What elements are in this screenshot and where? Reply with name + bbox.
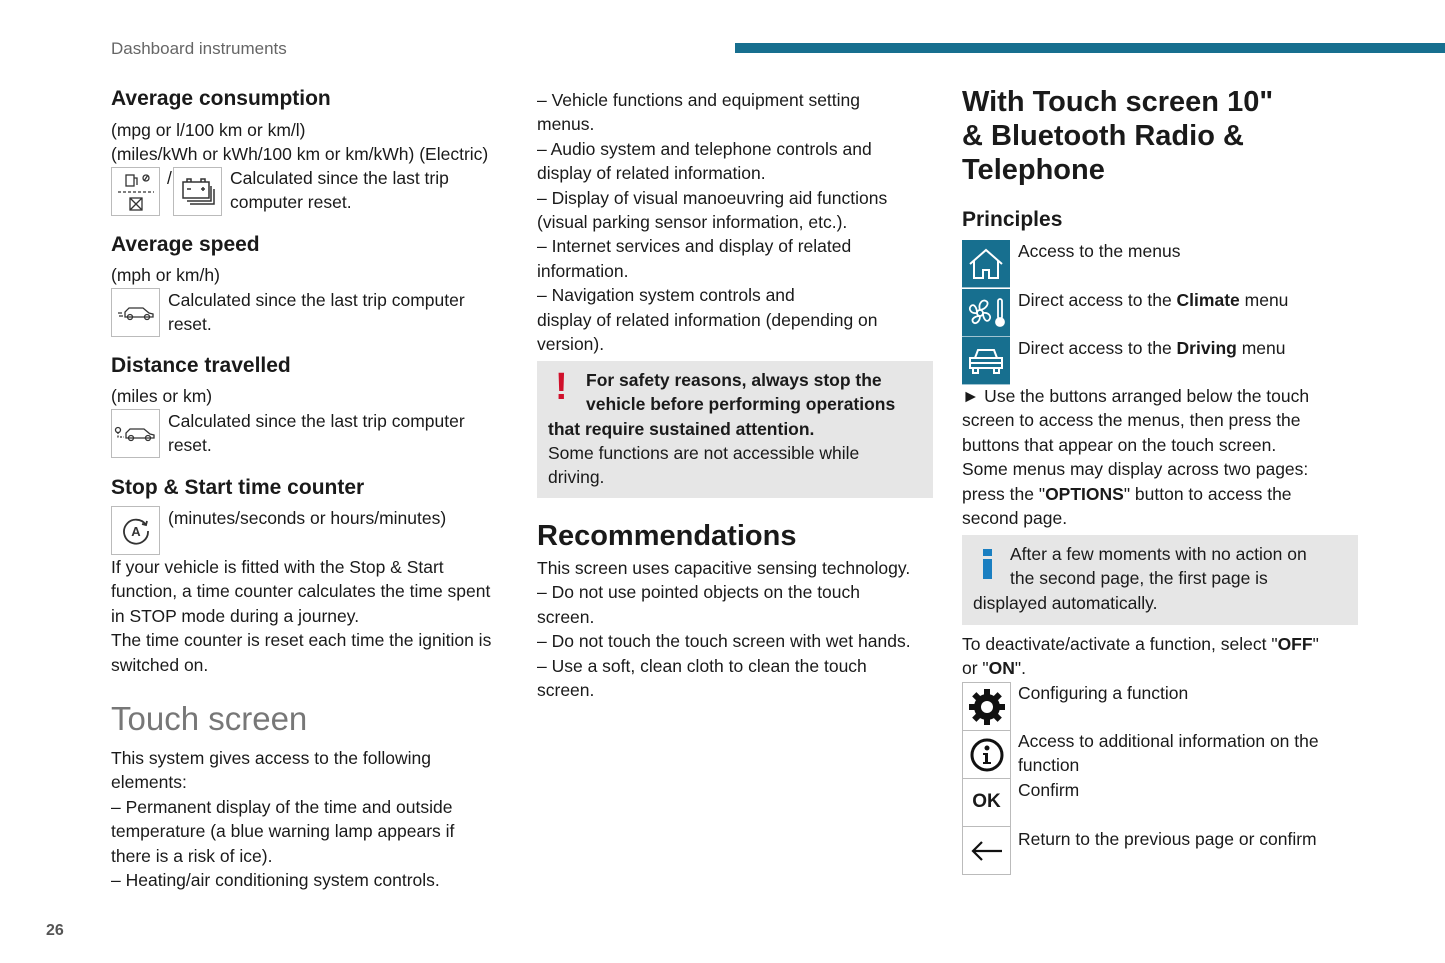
warning-exclamation-icon: ! [555,366,568,408]
text-line: screen to access the menus, then press the [962,410,1301,431]
options-label: OPTIONS [1045,483,1124,504]
text-line: ► Use the buttons arranged below the touch [962,386,1310,406]
text-line: (visual parking sensor information, etc.). [537,212,848,233]
recommendations-paragraph [537,556,911,702]
svg-text:A: A [130,523,141,539]
text-line: screen. [537,606,595,627]
text-line: – Display of visual manoeuvring aid functions [537,187,888,208]
stopstart-units: (minutes/seconds or hours/minutes) [168,508,447,528]
text: " button to access the [1123,483,1292,504]
text: Direct access to the [1018,338,1177,358]
avg-speed-units: (mph or km/h) [111,265,220,285]
text-line: buttons that appear on the touch screen. [962,434,1277,455]
text-line: elements: [111,772,187,793]
text-line: – Audio system and telephone controls and [537,138,872,159]
avg-speed-car-icon [111,288,160,337]
text-line: temperature (a blue warning lamp appears if [111,821,455,842]
distance-units: (miles or km) [111,386,213,406]
text: press the " [962,483,1046,504]
text-line: display of related information (depending on [537,309,878,330]
back-arrow-icon [962,826,1011,875]
function-text-back: Return to the previous page or confirm [1018,829,1317,849]
title-line: With Touch screen 10" [962,86,1274,118]
text-line: vehicle before performing operations [586,394,896,415]
text: " [1312,634,1319,654]
text-line: This system gives access to the following [111,748,431,768]
title-line: & Bluetooth Radio & [962,120,1244,152]
text: or " [962,658,989,679]
text-line: version). [537,334,605,355]
text-line: menus. [537,114,595,135]
text: ". [1014,658,1026,679]
fuel-consumption-icon [111,167,160,216]
text-line: – Navigation system controls and [537,285,795,306]
text-line: After a few moments with no action on [1010,544,1307,564]
title-line: Telephone [962,154,1105,186]
text-line: second page. [962,508,1068,529]
page-number: 26 [46,922,64,939]
text-line: display of related information. [537,163,766,184]
info-text: displayed automatically. [973,593,1158,613]
ok-icon: OK [962,778,1011,827]
stopstart-paragraph [111,555,491,677]
avg-consumption-text [230,166,449,215]
avg-speed-title: Average speed [111,233,260,256]
function-text-info: Access to additional information on the function [1018,731,1319,776]
principles-title: Principles [962,208,1063,231]
function-text-configure: Configuring a function [1018,683,1189,703]
text-line: Some menus may display across two pages: [962,459,1309,480]
menu-text-home: Access to the menus [1018,241,1181,261]
deactivate-paragraph [962,632,1319,681]
text-line: Some functions are not accessible while [548,443,860,463]
text-line: the second page, the first page is [1010,568,1268,589]
text-line: computer reset. [230,192,352,213]
avg-speed-text [168,288,465,337]
text-line: driving. [548,467,605,488]
section-header: Dashboard instruments [111,39,287,58]
text-line: function, a time counter calculates the time spent [111,581,491,602]
text-line: screen. [537,680,595,701]
text: Direct access to the [1018,290,1177,310]
text-line: If your vehicle is fitted with the Stop & Start [111,557,444,577]
text: menu [1239,290,1289,310]
climate-icon [962,289,1010,337]
text-line: Calculated since the last trip [230,168,449,188]
text-line: The time counter is reset each time the ignition is [111,630,492,651]
text-line: reset. [168,314,212,335]
distance-text [168,409,465,458]
off-label: OFF [1277,634,1313,654]
home-icon [962,240,1010,288]
touch-screen-title: Touch screen [111,700,308,737]
text-line [962,482,1309,506]
on-label: ON [988,658,1015,679]
warning-bold-text [586,368,895,417]
text-line: reset. [168,435,212,456]
recommendations-title: Recommendations [537,520,797,552]
menu-text-driving [1018,336,1285,360]
warning-bold-text: that require sustained attention. [548,419,815,439]
gear-icon [962,682,1011,731]
car-icon [962,337,1010,385]
text-line: – Do not touch the touch screen with wet hands. [537,631,911,652]
warning-text [548,441,859,490]
units-line: (miles/kWh or kWh/100 km or km/kWh) (Electric) [111,144,489,165]
battery-consumption-icon [173,167,222,216]
info-circle-icon [962,730,1011,779]
touch-screen-features-list [537,88,887,356]
text-line: – Heating/air conditioning system controls. [111,870,440,891]
text-line: – Internet services and display of related [537,236,852,257]
usage-paragraph [962,384,1309,530]
safety-warning-box [537,361,933,498]
text-line: Calculated since the last trip computer [168,290,465,310]
info-note-box [962,535,1358,625]
text-line: – Use a soft, clean cloth to clean the touch [537,655,867,676]
text-line: Calculated since the last trip computer [168,411,465,431]
text-line: there is a risk of ice). [111,845,273,866]
stopstart-title: Stop & Start time counter [111,476,365,499]
text-line: switched on. [111,654,209,675]
text-line: – Do not use pointed objects on the touch [537,582,861,603]
avg-consumption-title: Average consumption [111,87,331,110]
text-line: in STOP mode during a journey. [111,605,360,626]
text-line: – Permanent display of the time and outside [111,796,453,817]
avg-consumption-units [111,118,488,167]
distance-title: Distance travelled [111,354,291,377]
text-line: For safety reasons, always stop the [586,370,882,390]
text: To deactivate/activate a function, select " [962,634,1278,654]
info-text [1010,542,1307,591]
header-accent-bar [735,43,1445,53]
text-line: This screen uses capacitive sensing technology. [537,558,911,578]
separator: / [167,168,172,188]
text: menu [1236,338,1286,358]
menu-text-climate [1018,288,1288,312]
units-line: (mpg or l/100 km or km/l) [111,120,306,140]
touch-screen-paragraph [111,746,454,892]
text-line: – Vehicle functions and equipment setting [537,90,860,110]
function-text-confirm: Confirm [1018,780,1080,800]
text-line: information. [537,260,629,281]
distance-car-icon [111,409,160,458]
info-icon [983,549,992,579]
menu-name: Driving [1176,338,1237,358]
section-title [962,85,1273,187]
menu-name: Climate [1176,290,1240,310]
stop-start-icon [111,506,160,555]
